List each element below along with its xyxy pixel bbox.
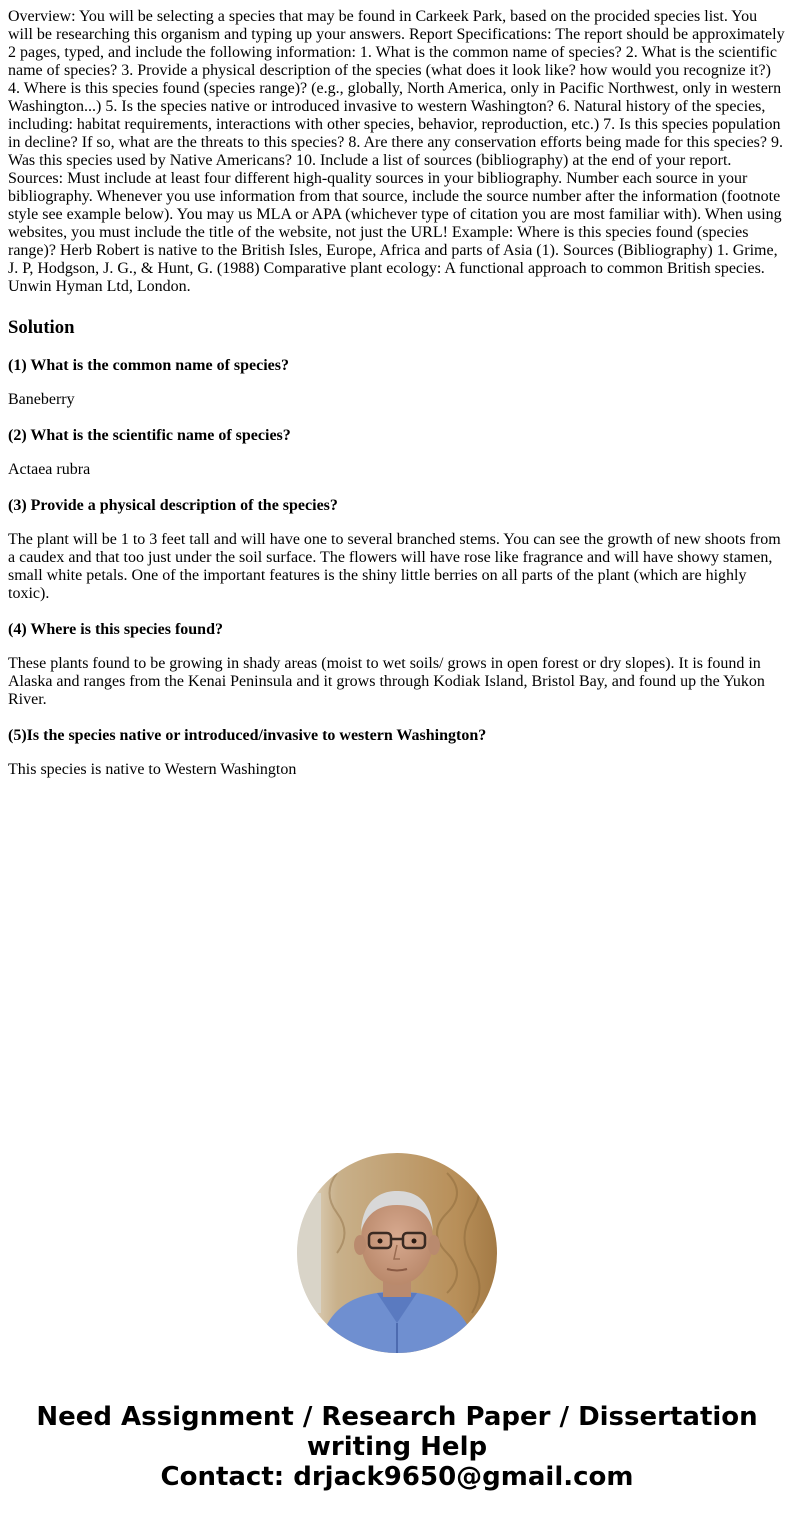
contact-banner (0, 1402, 794, 1492)
answer-5: This species is native to Western Washington (8, 761, 297, 778)
document-body (8, 8, 786, 779)
question-5: (5)Is the species native or introduced/invasive to western Washington? (8, 727, 487, 744)
promo-line-2: writing Help (306, 1432, 488, 1462)
answer-2: Actaea rubra (8, 461, 91, 478)
promo-contact-email: Contact: drjack9650@gmail.com (160, 1462, 634, 1492)
promo-line-1: Need Assignment / Research Paper / Dissertation (36, 1402, 758, 1432)
overview-text: Overview: You will be selecting a species that may be found in Carkeek Park, based on the procided species list. You will be researching this organism and typing up your answers. Report Specifications: The report should be approximately 2 pages, typed, and include the following information: 1. What is the common name of species? 2. What is the scientific name of species? 3. Provide a physical description of the species (what does it look like? how would you recognize it?) 4. Where is this species found (species range)? (e.g., globally, North America, only in Pacific Northwest, only in western Washington...) 5. Is the species native or introduced invasive to western Washington? 6. Natural history of the species, including: habitat requirements, interactions with other species, behavior, reproduction, etc.) 7. Is this species population in decline? If so, what are the threats to this species? 8. Are there any conservation efforts being made for this species? 9. Was this species used by Native Americans? 10. Include a list of sources (bibliography) at the end of your report. Sources: Must include at least four different high-quality sources in your bibliography. Number each source in your bibliography. Whenever you use information from that source, include the source number after the information (footnote style see example below). You may us MLA or APA (whichever type of citation you are most familiar with). When using websites, you must include the title of the website, not just the URL! Example: Where is this species found (species range)? Herb Robert is native to the British Isles, Europe, Africa and parts of Asia (1). Sources (Bibliography) 1. Grime, J. P, Hodgson, J. G., & Hunt, G. (1988) Comparative plant ecology: A functional approach to common British species. Unwin Hyman Ltd, London. (8, 8, 785, 295)
author-avatar (297, 1153, 497, 1353)
answer-3: The plant will be 1 to 3 feet tall and will have one to several branched stems. You can see the growth of new shoots from a caudex and that too just under the soil surface. The flowers will have rose like fragrance and will have showy stamen, small white petals. One of the important features is the shiny little berries on all parts of the plant (which are highly toxic). (8, 531, 781, 602)
question-3: (3) Provide a physical description of the species? (8, 497, 338, 514)
question-1: (1) What is the common name of species? (8, 357, 290, 374)
answer-1: Baneberry (8, 391, 75, 408)
person-photo-icon (297, 1153, 497, 1353)
answer-4: These plants found to be growing in shady areas (moist to wet soils/ grows in open forest or dry slopes). It is found in Alaska and ranges from the Kenai Peninsula and it grows through Kodiak Island, Bristol Bay, and found up the Yukon River. (8, 655, 765, 708)
question-2: (2) What is the scientific name of species? (8, 427, 291, 444)
solution-heading: Solution (8, 317, 75, 338)
question-4: (4) Where is this species found? (8, 621, 223, 638)
